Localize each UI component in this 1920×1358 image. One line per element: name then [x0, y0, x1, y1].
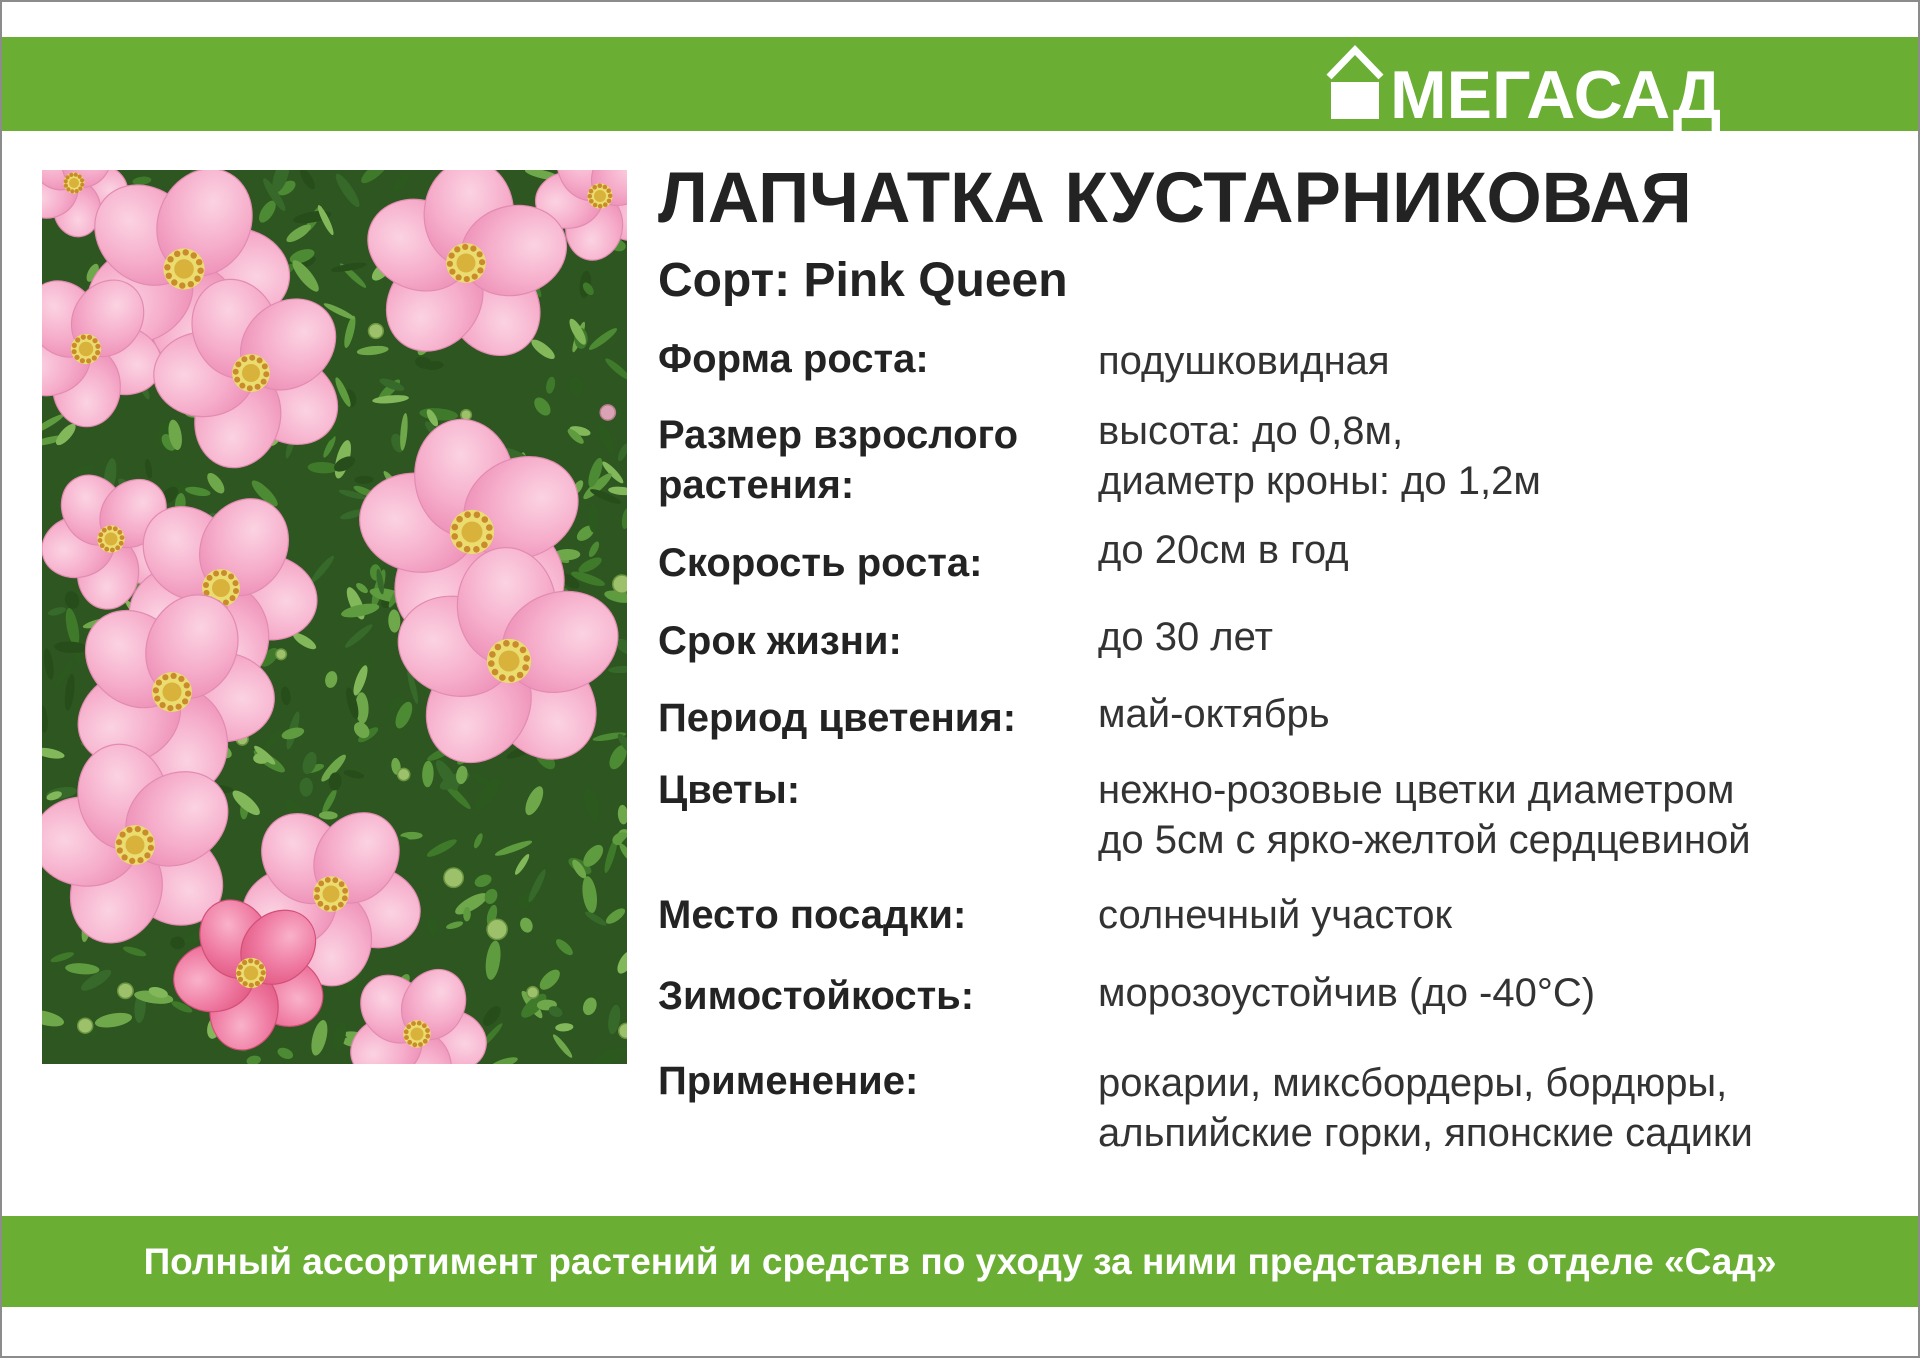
stamen	[194, 276, 200, 282]
stamen	[233, 369, 239, 375]
stamen	[517, 672, 524, 679]
stamen	[104, 547, 109, 552]
flower-bud	[619, 1023, 627, 1038]
spec-label-lifespan	[658, 616, 902, 666]
stamen	[117, 847, 123, 853]
stamen	[238, 965, 243, 970]
stamen	[191, 252, 197, 258]
stamen	[74, 355, 79, 360]
stamen	[117, 530, 122, 535]
stamen	[470, 246, 476, 252]
stamen	[588, 194, 593, 199]
stamen	[456, 541, 463, 548]
stamen	[92, 338, 97, 343]
stamen	[425, 1028, 430, 1033]
stamen	[462, 244, 468, 250]
stamen	[472, 274, 478, 280]
spec-value-lifespan	[1098, 612, 1273, 662]
stamen	[331, 905, 337, 911]
stamen	[598, 204, 603, 209]
stamen	[167, 705, 173, 711]
stamen	[235, 361, 241, 367]
spec-label-bloom-period	[658, 693, 1016, 743]
stamen	[207, 575, 213, 581]
spec-label-flowers	[658, 765, 800, 815]
stamen	[255, 384, 261, 390]
stamen	[78, 175, 82, 179]
spec-label-line: Применение:	[658, 1059, 919, 1103]
stamen	[234, 377, 240, 383]
stamen	[418, 1042, 423, 1047]
spec-value-growth-rate	[1098, 525, 1349, 575]
stamen	[338, 902, 344, 908]
stamen	[342, 895, 348, 901]
flower-bud	[369, 324, 384, 339]
stamen	[261, 970, 266, 975]
stamen	[425, 1034, 430, 1039]
spec-label-growth-rate	[658, 538, 982, 588]
flower-pistil	[457, 254, 476, 273]
stamen	[456, 516, 463, 523]
spec-value-line: до 20см в год	[1098, 528, 1349, 572]
stamen	[342, 888, 348, 894]
stamen	[92, 355, 97, 360]
stamen	[100, 543, 105, 548]
stamen	[259, 964, 264, 969]
stamen	[589, 189, 594, 194]
stamen	[95, 344, 100, 349]
flower-pistil	[411, 1028, 424, 1041]
stamen	[407, 1040, 412, 1045]
spec-label-line: Цветы:	[658, 768, 801, 812]
spec-label-line: Место посадки:	[658, 893, 967, 937]
stamen	[110, 548, 115, 553]
stamen	[474, 512, 481, 519]
stamen	[166, 273, 172, 279]
spec-label-line: Форма роста:	[658, 337, 929, 381]
stamen	[69, 173, 73, 177]
stamen	[314, 894, 320, 900]
stamen	[80, 178, 84, 182]
stamen	[144, 852, 150, 858]
stamen	[72, 343, 77, 348]
stamen	[238, 977, 243, 982]
stamen	[404, 1035, 409, 1040]
house-icon	[1324, 44, 1386, 122]
stamen	[242, 960, 247, 965]
flower-bud	[527, 987, 539, 999]
stamen	[174, 251, 180, 257]
stamen	[607, 199, 612, 204]
stamen	[153, 687, 159, 693]
stamen	[603, 202, 608, 207]
stamen	[456, 274, 462, 280]
spec-value-line: диаметр кроны: до 1,2м	[1098, 459, 1541, 503]
stamen	[241, 356, 247, 362]
spec-label-line: Период цветения:	[658, 696, 1017, 740]
flower-pistil	[163, 683, 182, 702]
stamen	[86, 358, 91, 363]
stamen	[164, 264, 170, 270]
stamen	[178, 676, 184, 682]
stamen	[449, 253, 455, 259]
stamen	[247, 385, 253, 391]
stamen	[98, 532, 103, 537]
stamen	[142, 830, 148, 836]
stamen	[74, 173, 78, 177]
stamen	[495, 644, 502, 651]
stamen	[70, 189, 74, 193]
stamen	[262, 363, 268, 369]
stamen	[179, 282, 185, 288]
stamen	[449, 269, 455, 275]
flower-bud	[78, 1018, 93, 1033]
stamen	[522, 664, 529, 671]
stamen	[503, 640, 510, 647]
stamen	[243, 981, 248, 986]
flower-pistil	[242, 364, 260, 382]
spec-label-winter-hardiness	[658, 971, 974, 1021]
stamen	[75, 189, 79, 193]
spec-value-mature-size	[1098, 406, 1541, 506]
flower-bud	[398, 768, 410, 780]
stamen	[160, 702, 166, 708]
stamen	[119, 541, 124, 546]
stamen	[473, 546, 480, 553]
spec-label-line: Срок жизни:	[658, 619, 902, 663]
flower-pistil	[499, 651, 520, 672]
spec-value-line: до 5см с ярко-желтой сердцевиной	[1098, 818, 1751, 862]
flower-pistil	[594, 190, 606, 202]
spec-value-line: подушковидная	[1098, 339, 1390, 383]
stamen	[492, 669, 499, 676]
spec-value-line: альпийские горки, японские садики	[1098, 1111, 1753, 1155]
stamen	[406, 1024, 411, 1029]
stamen	[477, 251, 483, 257]
page-title: ЛАПЧАТКА КУСТАРНИКОВАЯ	[658, 159, 1692, 238]
stamen	[236, 971, 241, 976]
stamen	[423, 1039, 428, 1044]
spec-label-mature-size	[658, 410, 1018, 510]
leaf	[589, 504, 599, 533]
stamen	[120, 832, 126, 838]
stamen	[249, 983, 254, 988]
spec-value-winter-hardiness	[1098, 968, 1595, 1018]
footer-text: Полный ассортимент растений и средств по уходу за ними представлен в отделе «Сад»	[143, 1241, 1777, 1282]
stamen	[171, 673, 177, 679]
stamen	[257, 357, 263, 363]
stamen	[182, 698, 188, 704]
stamen	[233, 588, 239, 594]
stamen	[147, 836, 153, 842]
stamen	[479, 259, 485, 265]
stamen	[488, 660, 495, 667]
flower-bud	[276, 649, 287, 660]
stamen	[339, 881, 345, 887]
stamen	[64, 179, 68, 183]
stamen	[324, 905, 330, 911]
stamen	[95, 350, 100, 355]
stamen	[417, 1021, 422, 1026]
stamen	[520, 647, 527, 654]
flower-bud	[600, 405, 615, 420]
stamen	[80, 183, 84, 187]
flower-pistil	[126, 836, 145, 855]
spec-label-line: растения:	[658, 463, 855, 507]
stamen	[263, 371, 269, 377]
spec-value-growth-form	[1098, 336, 1390, 386]
stamen	[248, 958, 253, 963]
stamen	[239, 383, 245, 389]
stamen	[183, 249, 189, 255]
stamen	[196, 259, 202, 265]
stamen	[508, 675, 515, 682]
stamen	[137, 857, 143, 863]
spec-label-line: Размер взрослого	[658, 413, 1019, 457]
stamen	[213, 571, 219, 577]
stamen	[249, 355, 255, 361]
stamen	[129, 858, 135, 864]
spec-label-usage	[658, 1056, 918, 1106]
stamen	[332, 877, 338, 883]
stamen	[482, 516, 489, 523]
stamen	[464, 511, 471, 518]
stamen	[221, 570, 227, 576]
flower-pistil	[69, 178, 79, 188]
stamen	[486, 534, 493, 541]
stamen	[75, 337, 80, 342]
brand-logo-text: МЕГАСАД	[1390, 57, 1722, 133]
flower-pistil	[174, 259, 194, 279]
stamen	[87, 335, 92, 340]
stamen	[318, 881, 324, 887]
flower-pistil	[105, 533, 118, 546]
stamen	[523, 655, 530, 662]
stamen	[452, 524, 459, 531]
flower-pistil	[323, 886, 340, 903]
variety-subtitle: Сорт: Pink Queen	[658, 254, 1068, 307]
stamen	[454, 246, 460, 252]
stamen	[422, 1023, 427, 1028]
spec-label-planting-site	[658, 890, 966, 940]
spec-value-line: нежно-розовые цветки диаметром	[1098, 768, 1735, 812]
stamen	[188, 281, 194, 287]
flower-bud	[461, 410, 472, 421]
stamen	[185, 691, 191, 697]
flower-pistil	[212, 579, 230, 597]
flower-pistil	[462, 522, 483, 543]
flower-pistil	[244, 966, 258, 980]
stamen	[589, 199, 594, 204]
spec-value-line: морозоустойчив (до -40°С)	[1098, 971, 1596, 1015]
stamen	[404, 1029, 409, 1034]
flower-bud	[613, 575, 627, 593]
stamen	[608, 194, 613, 199]
stamen	[80, 358, 85, 363]
spec-value-line: до 30 лет	[1098, 615, 1273, 659]
stamen	[72, 349, 77, 354]
stamen	[81, 335, 86, 340]
spec-value-line: солнечный участок	[1098, 893, 1453, 937]
stamen	[162, 674, 168, 680]
spec-label-growth-form	[658, 334, 929, 384]
stamen	[113, 526, 118, 531]
flower-bud	[444, 868, 463, 887]
spec-value-line: рокарии, миксбордеры, бордюры,	[1098, 1061, 1728, 1105]
stamen	[156, 680, 162, 686]
stamen	[481, 542, 488, 549]
stamen	[412, 1042, 417, 1047]
stamen	[167, 256, 173, 262]
stamen	[171, 279, 177, 285]
stamen	[98, 538, 103, 543]
stamen	[115, 545, 120, 550]
stamen	[203, 582, 209, 588]
plant-photo	[42, 170, 627, 1064]
stamen	[447, 261, 453, 267]
stamen	[318, 901, 324, 907]
stamen	[230, 595, 236, 601]
stamen	[259, 976, 264, 981]
brand-logo	[1324, 44, 1736, 133]
stamen	[116, 839, 122, 845]
stamen	[148, 845, 154, 851]
stamen	[486, 524, 493, 531]
stamen	[261, 379, 267, 385]
stamen	[66, 175, 70, 179]
stamen	[176, 704, 182, 710]
spec-label-line: Зимостойкость:	[658, 974, 975, 1018]
flower-bud	[487, 919, 507, 939]
stamen	[325, 877, 331, 883]
spec-value-line: высота: до 0,8м,	[1098, 409, 1404, 453]
footer-bar	[0, 1216, 1920, 1307]
stamen	[126, 827, 132, 833]
flower-pistil	[79, 342, 93, 356]
stamen	[255, 981, 260, 986]
stamen	[603, 185, 608, 190]
stamen	[593, 203, 598, 208]
stamen	[120, 535, 125, 540]
spec-value-flowers	[1098, 765, 1751, 865]
stamen	[598, 184, 603, 189]
stamen	[464, 546, 471, 553]
stamen	[411, 1021, 416, 1026]
spec-value-usage	[1098, 1058, 1753, 1158]
stamen	[451, 533, 458, 540]
spec-value-bloom-period	[1098, 689, 1330, 739]
spec-value-line: май-октябрь	[1098, 692, 1330, 736]
spec-value-planting-site	[1098, 890, 1452, 940]
stamen	[464, 276, 470, 282]
stamen	[102, 528, 107, 533]
stamen	[254, 960, 259, 965]
stamen	[499, 674, 506, 681]
stamen	[64, 184, 68, 188]
stamen	[477, 267, 483, 273]
plant-photo-image	[42, 170, 627, 1064]
stamen	[197, 268, 203, 274]
stamen	[233, 580, 239, 586]
stamen	[154, 696, 160, 702]
stamen	[314, 887, 320, 893]
stamen	[606, 188, 611, 193]
stamen	[122, 854, 128, 860]
stamen	[135, 826, 141, 832]
stamen	[228, 574, 234, 580]
stamen	[66, 187, 70, 191]
stamen	[512, 641, 519, 648]
flower-bud	[118, 983, 133, 998]
stamen	[489, 651, 496, 658]
spec-label-line: Скорость роста:	[658, 541, 983, 585]
stamen	[107, 526, 112, 531]
stamen	[78, 187, 82, 191]
stamen	[184, 682, 190, 688]
stamen	[592, 185, 597, 190]
